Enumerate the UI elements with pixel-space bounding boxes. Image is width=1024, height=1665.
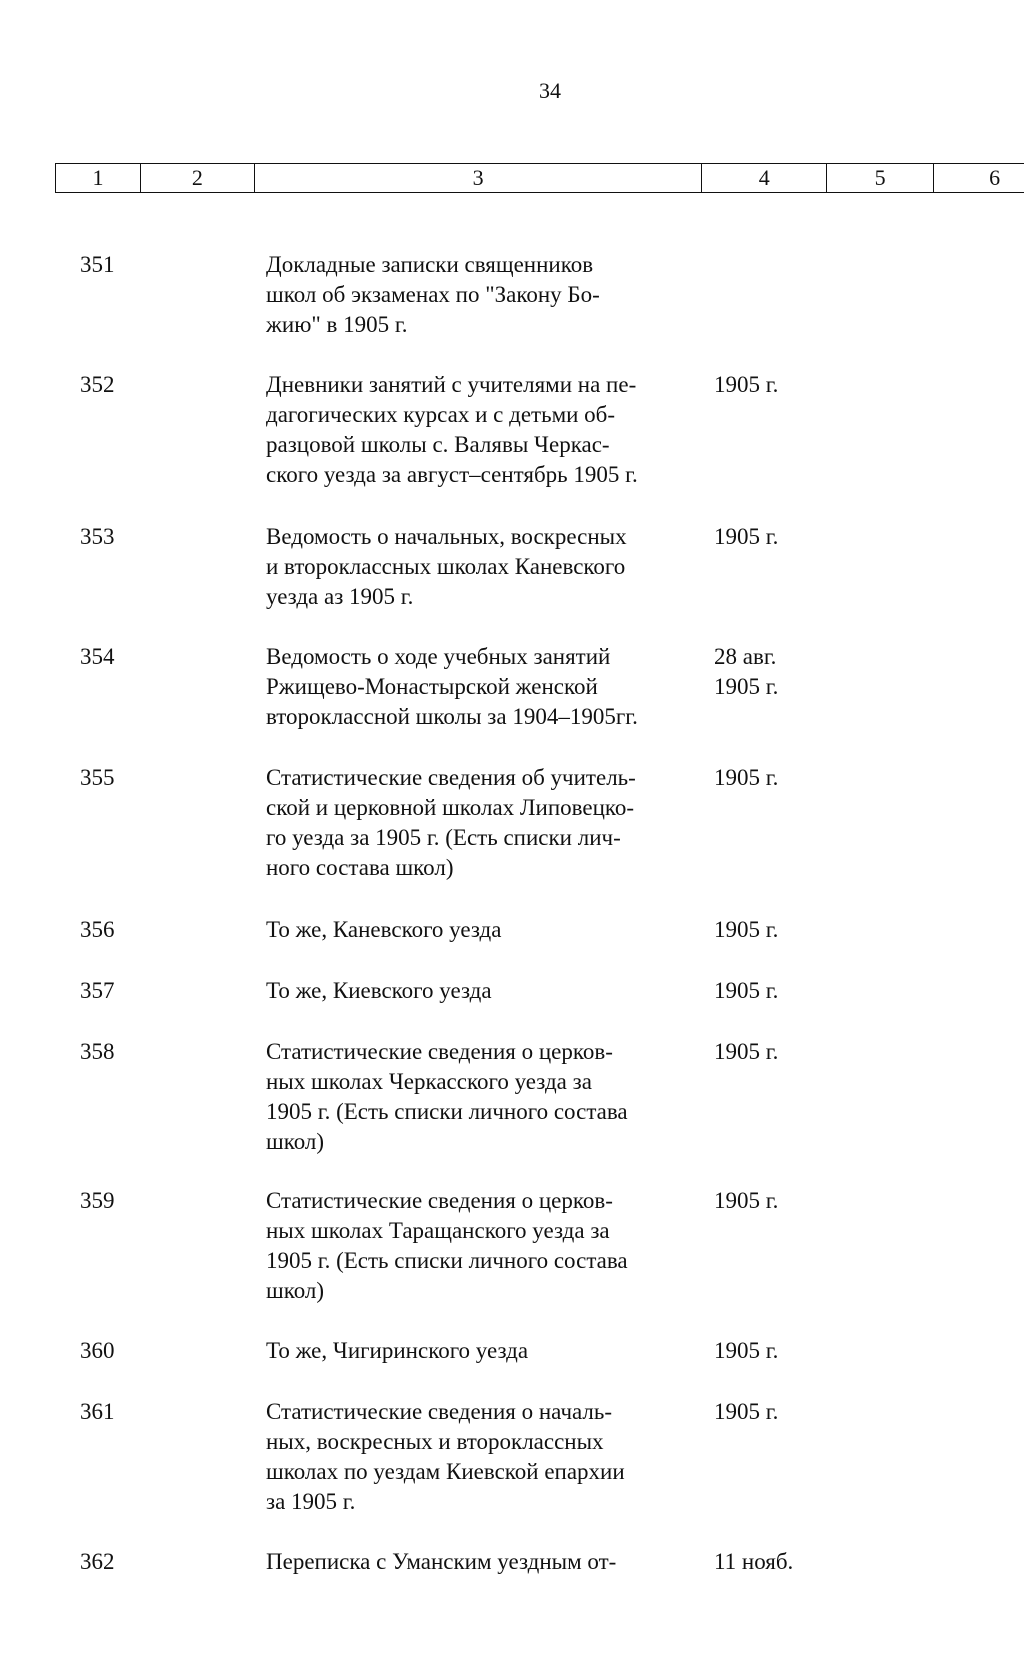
entry-title-line: Статистические сведения об учитель- xyxy=(266,765,636,790)
entry-title-line: жию" в 1905 г. xyxy=(266,312,408,337)
column-header-6: 6 xyxy=(989,165,1001,190)
column-header-5: 5 xyxy=(827,164,934,192)
column-header-1: 1 xyxy=(56,164,141,192)
entry-title-line: То же, Каневского уезда xyxy=(266,917,502,942)
entry-title-line: Докладные записки священников xyxy=(266,252,594,277)
entry-date xyxy=(714,763,778,793)
entry-date-line: 1905 г. xyxy=(714,917,779,942)
page-number: 34 xyxy=(539,78,561,103)
entry-title xyxy=(266,976,706,1006)
entry-number: 357 xyxy=(80,978,115,1003)
entry-date-line: 1905 г. xyxy=(714,524,779,549)
entry-number: 355 xyxy=(80,765,115,790)
entry-title-line: разцовой школы с. Валявы Черкас- xyxy=(266,432,610,457)
entry-title-line: школах по уездам Киевской епархии xyxy=(266,1459,625,1484)
entry-title-line: ного состава школ) xyxy=(266,855,454,880)
entry-number: 352 xyxy=(80,372,115,397)
entry-number: 362 xyxy=(80,1549,115,1574)
entry-date-line: 1905 г. xyxy=(714,1188,779,1213)
entry-number: 361 xyxy=(80,1399,115,1424)
entry-title-line: ных школах Таращанского уезда за xyxy=(266,1218,610,1243)
entry-title-line: То же, Чигиринского уезда xyxy=(266,1338,529,1363)
entry-title xyxy=(266,370,706,490)
entry-title xyxy=(266,522,706,612)
entry-title xyxy=(266,642,706,732)
entry-title-line: Статистические сведения о церков- xyxy=(266,1188,613,1213)
entry-date-line: 28 авг. xyxy=(714,644,777,669)
entry-title-line: школ) xyxy=(266,1129,325,1154)
column-header-3: 3 xyxy=(255,164,703,192)
entry-date-line: 1905 г. xyxy=(714,372,779,397)
entry-title-line: второклассной школы за 1904–1905гг. xyxy=(266,704,638,729)
entry-title-line: Ведомость о начальных, воскресных xyxy=(266,524,627,549)
entry-date xyxy=(714,1547,793,1577)
entry-title xyxy=(266,1547,706,1577)
entry-title-line: ского уезда за август–сентябрь 1905 г. xyxy=(266,462,638,487)
entry-title xyxy=(266,1336,706,1366)
entry-date xyxy=(714,915,778,945)
entry-title-line: школ) xyxy=(266,1278,325,1303)
entry-title-line: ской и церковной школах Липовецко- xyxy=(266,795,635,820)
entry-date xyxy=(714,1397,778,1427)
entry-date-line: 1905 г. xyxy=(714,1338,779,1363)
entry-title-line: Дневники занятий с учителями на пе- xyxy=(266,372,637,397)
entry-title-line: уезда аз 1905 г. xyxy=(266,584,414,609)
entry-title-line: Переписка с Уманским уездным от- xyxy=(266,1549,617,1574)
entry-title-line: ных школах Черкасского уезда за xyxy=(266,1069,592,1094)
entry-title-line: Ржищево-Монастырской женской xyxy=(266,674,598,699)
column-header-4: 4 xyxy=(702,164,827,192)
entry-number: 359 xyxy=(80,1188,115,1213)
entry-title-line: 1905 г. (Есть списки личного состава xyxy=(266,1099,628,1124)
entry-date-line: 1905 г. xyxy=(714,765,779,790)
entry-date xyxy=(714,1336,778,1366)
entry-date xyxy=(714,370,778,400)
entry-title-line: и второклассных школах Каневского xyxy=(266,554,626,579)
entry-title-line: за 1905 г. xyxy=(266,1489,356,1514)
entry-title-line: Статистические сведения о началь- xyxy=(266,1399,613,1424)
entry-number: 356 xyxy=(80,917,115,942)
entry-date xyxy=(714,976,778,1006)
entry-title xyxy=(266,1186,706,1306)
entry-date xyxy=(714,1186,778,1216)
entry-date xyxy=(714,1037,778,1067)
entry-number: 353 xyxy=(80,524,115,549)
entry-title-line: дагогических курсах и с детьми об- xyxy=(266,402,616,427)
entry-number: 358 xyxy=(80,1039,115,1064)
entry-title-line: школ об экзаменах по "Закону Бо- xyxy=(266,282,600,307)
entry-title-line: Статистические сведения о церков- xyxy=(266,1039,613,1064)
entry-date xyxy=(714,642,778,702)
entry-title-line: 1905 г. (Есть списки личного состава xyxy=(266,1248,628,1273)
entry-number: 360 xyxy=(80,1338,115,1363)
entry-date-line: 1905 г. xyxy=(714,1399,779,1424)
entry-date xyxy=(714,522,778,552)
entry-title-line: То же, Киевского уезда xyxy=(266,978,492,1003)
column-header-row xyxy=(55,163,1024,193)
entry-title-line: го уезда за 1905 г. (Есть списки лич- xyxy=(266,825,621,850)
entry-date-line: 1905 г. xyxy=(714,674,779,699)
entry-title xyxy=(266,1037,706,1157)
entry-title xyxy=(266,915,706,945)
entry-number: 351 xyxy=(80,252,115,277)
entry-title-line: ных, воскресных и второклассных xyxy=(266,1429,604,1454)
entry-title xyxy=(266,763,706,883)
entry-date-line: 11 нояб. xyxy=(714,1549,794,1574)
entry-date-line: 1905 г. xyxy=(714,1039,779,1064)
entry-number: 354 xyxy=(80,644,115,669)
entry-title xyxy=(266,1397,706,1517)
entry-date-line: 1905 г. xyxy=(714,978,779,1003)
entry-title-line: Ведомость о ходе учебных занятий xyxy=(266,644,611,669)
entry-title xyxy=(266,250,706,340)
column-header-2: 2 xyxy=(141,164,255,192)
